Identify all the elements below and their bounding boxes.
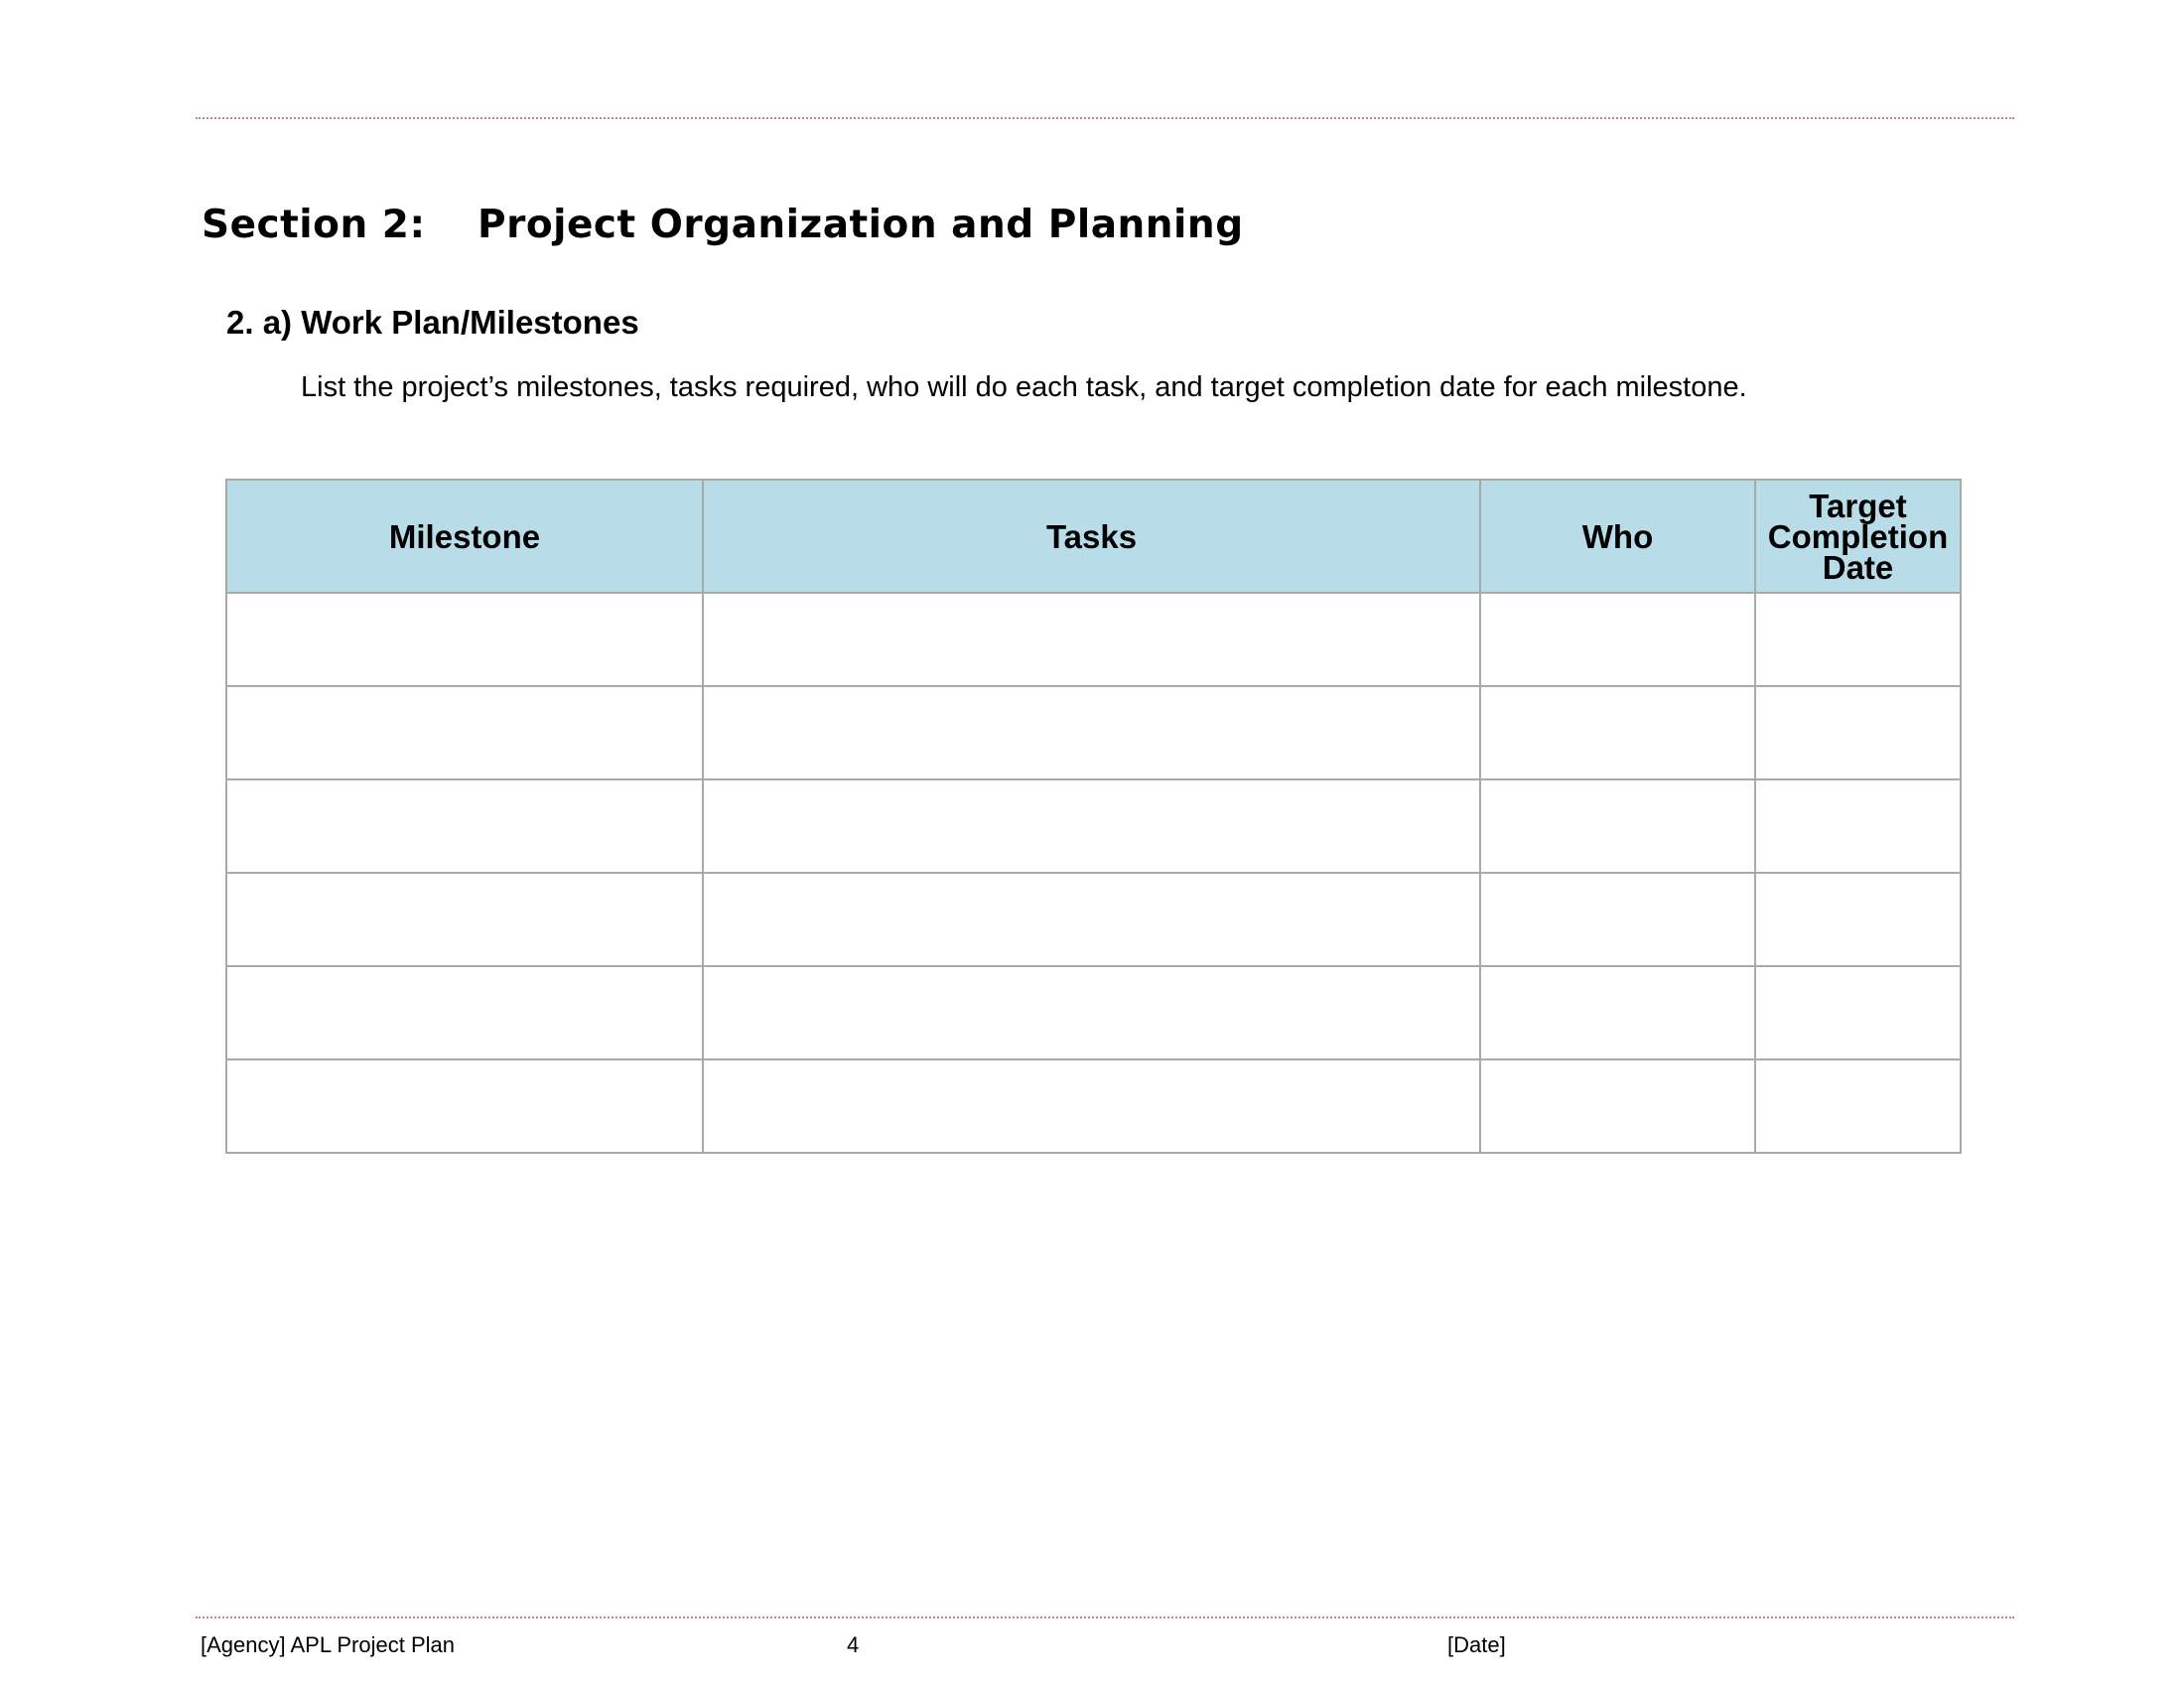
footer-document-name: [Agency] APL Project Plan (201, 1632, 455, 1657)
milestone-cell[interactable] (226, 966, 703, 1059)
table-row (226, 593, 1961, 686)
milestone-cell[interactable] (226, 779, 703, 873)
table-row (226, 873, 1961, 966)
footer-divider (196, 1617, 2014, 1618)
footer-page-number: 4 (847, 1632, 860, 1657)
who-cell[interactable] (1480, 873, 1755, 966)
instruction-text: List the project’s milestones, tasks required, who will do each task, and target completion date for each milestone. (301, 371, 1747, 403)
who-cell[interactable] (1480, 1059, 1755, 1153)
tasks-cell[interactable] (703, 593, 1480, 686)
table-header-row (226, 480, 1961, 593)
milestone-cell[interactable] (226, 873, 703, 966)
milestone-cell[interactable] (226, 593, 703, 686)
who-cell[interactable] (1480, 966, 1755, 1059)
section-number: Section 2: (202, 203, 426, 247)
table-row (226, 686, 1961, 779)
header-line: Target (1809, 487, 1907, 524)
section-heading: Project Organization and Planning (478, 203, 1244, 247)
date-cell[interactable] (1755, 1059, 1961, 1153)
tasks-cell[interactable] (703, 779, 1480, 873)
tasks-cell[interactable] (703, 686, 1480, 779)
who-cell[interactable] (1480, 686, 1755, 779)
who-cell[interactable] (1480, 593, 1755, 686)
header-divider (196, 117, 2014, 119)
header-line: Date (1822, 548, 1894, 586)
tasks-cell[interactable] (703, 966, 1480, 1059)
table-row (226, 779, 1961, 873)
date-cell[interactable] (1755, 686, 1961, 779)
table-row (226, 966, 1961, 1059)
date-cell[interactable] (1755, 593, 1961, 686)
column-header-target-completion-date (1755, 480, 1961, 593)
footer-date: [Date] (1447, 1632, 1506, 1657)
who-cell[interactable] (1480, 779, 1755, 873)
work-plan-table (225, 479, 1962, 1154)
date-cell[interactable] (1755, 779, 1961, 873)
table-row (226, 1059, 1961, 1153)
date-cell[interactable] (1755, 966, 1961, 1059)
tasks-cell[interactable] (703, 873, 1480, 966)
section-title (202, 203, 1244, 247)
column-header-who: Who (1480, 480, 1755, 593)
subsection-heading: 2. a) Work Plan/Milestones (226, 304, 639, 341)
milestone-cell[interactable] (226, 1059, 703, 1153)
tasks-cell[interactable] (703, 1059, 1480, 1153)
milestone-cell[interactable] (226, 686, 703, 779)
header-line: Completion (1767, 517, 1949, 555)
column-header-tasks: Tasks (703, 480, 1480, 593)
column-header-milestone: Milestone (226, 480, 703, 593)
date-cell[interactable] (1755, 873, 1961, 966)
